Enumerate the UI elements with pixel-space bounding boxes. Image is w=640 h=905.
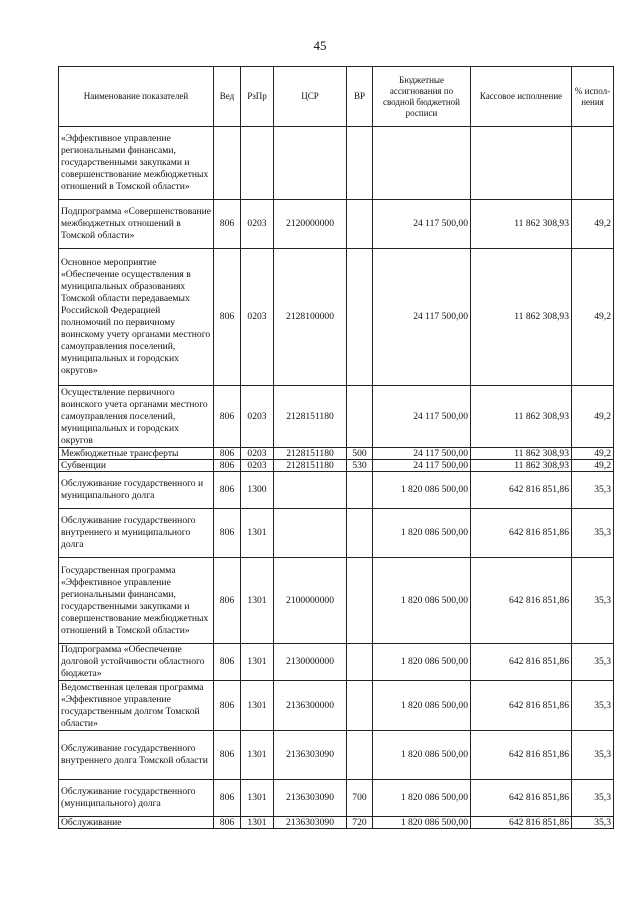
cell-assignments: 24 117 500,00 [373, 448, 471, 460]
table-row [59, 644, 614, 681]
cell-rzpr: 1301 [241, 644, 274, 681]
cell-percent: 35,3 [572, 472, 614, 509]
cell-assignments: 1 820 086 500,00 [373, 817, 471, 829]
cell-name: Подпрограмма «Обеспечение долговой устойчивости областного бюджета» [59, 644, 214, 681]
table-row [59, 731, 614, 780]
cell-cash: 11 862 308,93 [471, 200, 572, 249]
table-row [59, 817, 614, 829]
cell-name: Подпрограмма «Совершенствование межбюджетных отношений в Томской области» [59, 200, 214, 249]
cell-csr: 2128151180 [274, 460, 347, 472]
cell-vr: 720 [347, 817, 373, 829]
cell-cash: 642 816 851,86 [471, 509, 572, 558]
cell-rzpr: 1301 [241, 558, 274, 644]
cell-percent: 49,2 [572, 386, 614, 448]
cell-name: Обслуживание государственного внутреннего и муниципального долга [59, 509, 214, 558]
cell-vr [347, 681, 373, 731]
cell-csr: 2136300000 [274, 681, 347, 731]
cell-csr [274, 472, 347, 509]
header-name: Наименование показателей [59, 67, 214, 127]
cell-name: Государственная программа «Эффективное управление региональными финансами, государственными закупками и совершенствование межбюджетных отношений в Томской области» [59, 558, 214, 644]
header-rzpr: РзПр [241, 67, 274, 127]
header-assignments: Бюджетные ассигнования по сводной бюджетной росписи [373, 67, 471, 127]
cell-percent: 49,2 [572, 448, 614, 460]
cell-csr [274, 127, 347, 200]
cell-csr [274, 509, 347, 558]
cell-csr: 2136303090 [274, 780, 347, 817]
cell-csr: 2120000000 [274, 200, 347, 249]
cell-rzpr: 1301 [241, 817, 274, 829]
cell-csr: 2128151180 [274, 386, 347, 448]
cell-cash: 642 816 851,86 [471, 817, 572, 829]
table-row [59, 127, 614, 200]
cell-ved: 806 [214, 817, 241, 829]
cell-assignments: 1 820 086 500,00 [373, 681, 471, 731]
cell-percent: 49,2 [572, 460, 614, 472]
cell-ved: 806 [214, 644, 241, 681]
cell-ved: 806 [214, 448, 241, 460]
cell-cash: 642 816 851,86 [471, 558, 572, 644]
cell-rzpr: 1301 [241, 681, 274, 731]
table-row [59, 200, 614, 249]
cell-name: Обслуживание государственного и муниципального долга [59, 472, 214, 509]
cell-name: Осуществление первичного воинского учета органами местного самоуправления поселений, муниципальных и городских округов [59, 386, 214, 448]
header-row [59, 67, 614, 127]
cell-cash: 11 862 308,93 [471, 460, 572, 472]
header-csr: ЦСР [274, 67, 347, 127]
cell-cash: 11 862 308,93 [471, 386, 572, 448]
cell-assignments: 1 820 086 500,00 [373, 472, 471, 509]
cell-assignments: 24 117 500,00 [373, 249, 471, 386]
cell-ved: 806 [214, 200, 241, 249]
cell-percent: 35,3 [572, 509, 614, 558]
cell-percent: 35,3 [572, 644, 614, 681]
cell-rzpr: 1300 [241, 472, 274, 509]
cell-rzpr: 1301 [241, 509, 274, 558]
cell-csr: 2136303090 [274, 731, 347, 780]
table-row [59, 472, 614, 509]
budget-table [58, 66, 614, 829]
cell-ved [214, 127, 241, 200]
cell-percent: 35,3 [572, 731, 614, 780]
cell-name: «Эффективное управление региональными финансами, государственными закупками и совершенствование межбюджетных отношений в Томской области» [59, 127, 214, 200]
cell-name: Обслуживание государственного внутреннего долга Томской области [59, 731, 214, 780]
cell-rzpr: 0203 [241, 200, 274, 249]
cell-cash: 642 816 851,86 [471, 731, 572, 780]
cell-name: Обслуживание [59, 817, 214, 829]
cell-percent: 49,2 [572, 200, 614, 249]
header-cash-execution: Кассовое исполнение [471, 67, 572, 127]
cell-ved: 806 [214, 472, 241, 509]
table-row [59, 448, 614, 460]
cell-rzpr: 1301 [241, 780, 274, 817]
cell-cash: 642 816 851,86 [471, 472, 572, 509]
cell-cash: 11 862 308,93 [471, 448, 572, 460]
table-row [59, 681, 614, 731]
cell-ved: 806 [214, 780, 241, 817]
cell-assignments: 1 820 086 500,00 [373, 731, 471, 780]
cell-assignments: 1 820 086 500,00 [373, 558, 471, 644]
cell-vr [347, 731, 373, 780]
cell-ved: 806 [214, 731, 241, 780]
cell-ved: 806 [214, 509, 241, 558]
cell-cash [471, 127, 572, 200]
cell-name: Основное мероприятие «Обеспечение осуществления в муниципальных образованиях Томской области передаваемых Российской Федерацией полномочий по первичному воинскому учету органами местного самоуправления поселений, муниципальных и городских округов» [59, 249, 214, 386]
table-row [59, 386, 614, 448]
cell-name: Субвенции [59, 460, 214, 472]
cell-vr [347, 644, 373, 681]
cell-cash: 642 816 851,86 [471, 644, 572, 681]
cell-vr: 500 [347, 448, 373, 460]
table-row [59, 780, 614, 817]
cell-percent: 35,3 [572, 558, 614, 644]
cell-assignments: 1 820 086 500,00 [373, 644, 471, 681]
cell-vr: 700 [347, 780, 373, 817]
cell-vr: 530 [347, 460, 373, 472]
cell-rzpr: 0203 [241, 386, 274, 448]
cell-ved: 806 [214, 681, 241, 731]
cell-name: Ведомственная целевая программа «Эффективное управление государственным долгом Томской области» [59, 681, 214, 731]
cell-rzpr: 0203 [241, 460, 274, 472]
cell-percent [572, 127, 614, 200]
page-number: 45 [313, 38, 327, 53]
cell-vr [347, 127, 373, 200]
cell-assignments: 24 117 500,00 [373, 460, 471, 472]
cell-percent: 49,2 [572, 249, 614, 386]
cell-assignments: 24 117 500,00 [373, 386, 471, 448]
header-vr: ВР [347, 67, 373, 127]
cell-assignments: 1 820 086 500,00 [373, 780, 471, 817]
cell-ved: 806 [214, 249, 241, 386]
cell-name: Межбюджетные трансферты [59, 448, 214, 460]
cell-csr: 2128151180 [274, 448, 347, 460]
cell-vr [347, 386, 373, 448]
cell-csr: 2100000000 [274, 558, 347, 644]
cell-vr [347, 472, 373, 509]
cell-name: Обслуживание государственного (муниципального) долга [59, 780, 214, 817]
cell-csr: 2128100000 [274, 249, 347, 386]
cell-vr [347, 200, 373, 249]
cell-cash: 642 816 851,86 [471, 780, 572, 817]
header-ved: Вед [214, 67, 241, 127]
cell-csr: 2136303090 [274, 817, 347, 829]
table-row [59, 509, 614, 558]
cell-ved: 806 [214, 460, 241, 472]
cell-ved: 806 [214, 558, 241, 644]
cell-assignments: 24 117 500,00 [373, 200, 471, 249]
header-percent: % испол-нения [572, 67, 614, 127]
cell-rzpr: 0203 [241, 448, 274, 460]
cell-csr: 2130000000 [274, 644, 347, 681]
table-row [59, 460, 614, 472]
cell-assignments: 1 820 086 500,00 [373, 509, 471, 558]
table-row [59, 558, 614, 644]
cell-cash: 11 862 308,93 [471, 249, 572, 386]
cell-vr [347, 509, 373, 558]
cell-vr [347, 249, 373, 386]
cell-rzpr [241, 127, 274, 200]
cell-ved: 806 [214, 386, 241, 448]
cell-percent: 35,3 [572, 780, 614, 817]
cell-percent: 35,3 [572, 681, 614, 731]
cell-vr [347, 558, 373, 644]
cell-cash: 642 816 851,86 [471, 681, 572, 731]
cell-assignments [373, 127, 471, 200]
cell-rzpr: 0203 [241, 249, 274, 386]
cell-percent: 35,3 [572, 817, 614, 829]
table-row [59, 249, 614, 386]
cell-rzpr: 1301 [241, 731, 274, 780]
